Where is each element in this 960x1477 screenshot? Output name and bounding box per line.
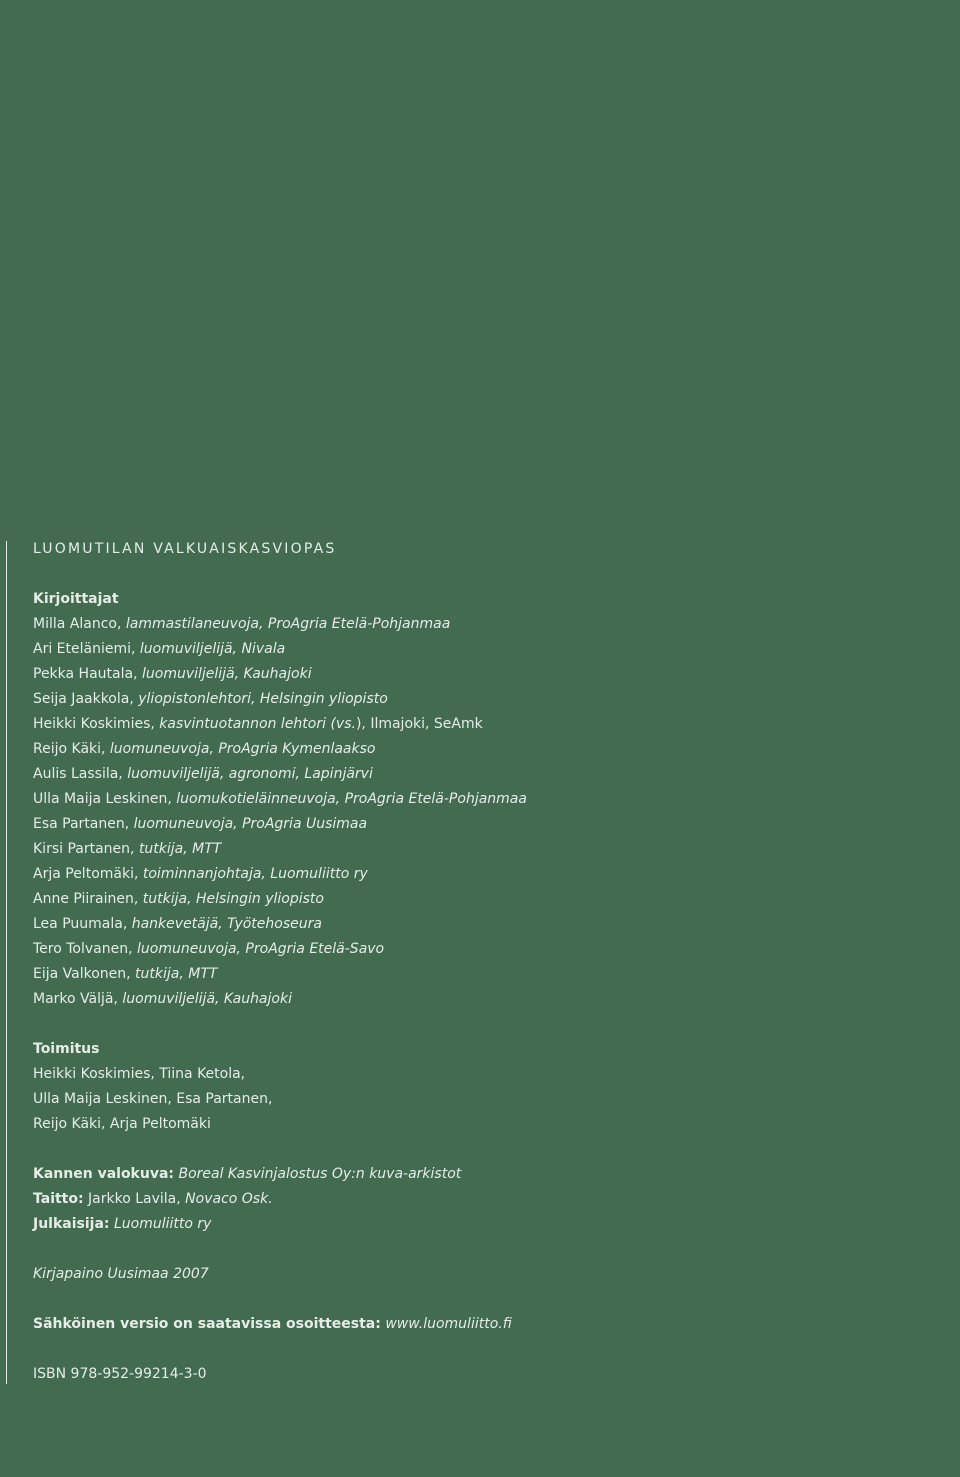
author-role: toiminnanjohtaja, Luomuliitto ry bbox=[142, 866, 368, 882]
author-role: luomuviljelijä, Nivala bbox=[139, 641, 286, 657]
author-role: luomuviljelijä, Kauhajoki bbox=[122, 991, 292, 1007]
author-line bbox=[33, 987, 933, 1012]
publisher-value: Luomuliitto ry bbox=[113, 1216, 212, 1232]
online-version bbox=[33, 1312, 933, 1337]
cover-photo-value: Boreal Kasvinjalostus Oy:n kuva-arkistot bbox=[178, 1166, 462, 1182]
layout-company: Novaco Osk. bbox=[185, 1191, 273, 1207]
author-line bbox=[33, 637, 933, 662]
author-line bbox=[33, 687, 933, 712]
author-line bbox=[33, 712, 933, 737]
publisher-label: Julkaisija: bbox=[33, 1216, 110, 1232]
author-role: luomuneuvoja, ProAgria Kymenlaakso bbox=[109, 741, 376, 757]
author-name: Reijo Käki, bbox=[33, 741, 110, 757]
editing-section bbox=[33, 1037, 933, 1137]
author-line bbox=[33, 612, 933, 637]
author-line bbox=[33, 962, 933, 987]
author-name: Kirsi Partanen, bbox=[33, 841, 139, 857]
cover-photo-credit bbox=[33, 1162, 933, 1187]
isbn: ISBN 978-952-99214-3-0 bbox=[33, 1366, 207, 1382]
colophon bbox=[33, 538, 933, 1387]
authors-section bbox=[33, 587, 933, 1012]
author-name: Marko Väljä, bbox=[33, 991, 123, 1007]
author-line bbox=[33, 862, 933, 887]
authors-heading: Kirjoittajat bbox=[33, 591, 119, 607]
author-role: lammastilaneuvoja, ProAgria Etelä-Pohjanmaa bbox=[125, 616, 451, 632]
author-line bbox=[33, 837, 933, 862]
author-name: Esa Partanen, bbox=[33, 816, 134, 832]
editing-line: Ulla Maija Leskinen, Esa Partanen, bbox=[33, 1091, 273, 1107]
author-name: Ulla Maija Leskinen, bbox=[33, 791, 177, 807]
author-line bbox=[33, 887, 933, 912]
layout-credit bbox=[33, 1187, 933, 1212]
author-line bbox=[33, 762, 933, 787]
book-title: LUOMUTILAN VALKUAISKASVIOPAS bbox=[33, 541, 337, 557]
layout-label: Taitto: bbox=[33, 1191, 84, 1207]
author-role: luomuneuvoja, ProAgria Etelä-Savo bbox=[137, 941, 385, 957]
author-name: Aulis Lassila, bbox=[33, 766, 128, 782]
author-name: Pekka Hautala, bbox=[33, 666, 142, 682]
author-line bbox=[33, 937, 933, 962]
author-line bbox=[33, 662, 933, 687]
author-role: luomuviljelijä, Kauhajoki bbox=[141, 666, 312, 682]
editing-line: Heikki Koskimies, Tiina Ketola, bbox=[33, 1066, 246, 1082]
author-name: Ari Eteläniemi, bbox=[33, 641, 140, 657]
author-name: Anne Piirainen, bbox=[33, 891, 143, 907]
layout-name: Jarkko Lavila, bbox=[88, 1191, 186, 1207]
author-role: kasvintuotannon lehtori (vs. bbox=[159, 716, 356, 732]
authors-list bbox=[33, 612, 933, 1012]
author-line bbox=[33, 737, 933, 762]
author-role: luomukotieläinneuvoja, ProAgria Etelä-Pohjanmaa bbox=[176, 791, 527, 807]
author-extra: ), Ilmajoki, SeAmk bbox=[355, 716, 483, 732]
publisher-credit bbox=[33, 1212, 933, 1237]
editing-line: Reijo Käki, Arja Peltomäki bbox=[33, 1116, 211, 1132]
author-role: luomuviljelijä, agronomi, Lapinjärvi bbox=[127, 766, 373, 782]
author-name: Tero Tolvanen, bbox=[33, 941, 138, 957]
online-label: Sähköinen versio on saatavissa osoitteesta: bbox=[33, 1316, 381, 1332]
vertical-rule bbox=[6, 541, 7, 1384]
author-name: Seija Jaakkola, bbox=[33, 691, 139, 707]
author-name: Heikki Koskimies, bbox=[33, 716, 160, 732]
printer-line: Kirjapaino Uusimaa 2007 bbox=[33, 1266, 209, 1282]
author-name: Lea Puumala, bbox=[33, 916, 132, 932]
author-name: Arja Peltomäki, bbox=[33, 866, 143, 882]
author-role: tutkija, Helsingin yliopisto bbox=[142, 891, 324, 907]
author-role: luomuneuvoja, ProAgria Uusimaa bbox=[133, 816, 368, 832]
online-url: www.luomuliitto.fi bbox=[385, 1316, 512, 1332]
credits-section bbox=[33, 1162, 933, 1237]
editing-heading: Toimitus bbox=[33, 1041, 100, 1057]
author-line bbox=[33, 812, 933, 837]
author-line bbox=[33, 912, 933, 937]
author-name: Milla Alanco, bbox=[33, 616, 126, 632]
author-role: hankevetäjä, Työtehoseura bbox=[131, 916, 322, 932]
cover-photo-label: Kannen valokuva: bbox=[33, 1166, 175, 1182]
author-role: tutkija, MTT bbox=[135, 966, 218, 982]
author-role: tutkija, MTT bbox=[138, 841, 222, 857]
author-role: yliopistonlehtori, Helsingin yliopisto bbox=[138, 691, 388, 707]
author-line bbox=[33, 787, 933, 812]
author-name: Eija Valkonen, bbox=[33, 966, 136, 982]
